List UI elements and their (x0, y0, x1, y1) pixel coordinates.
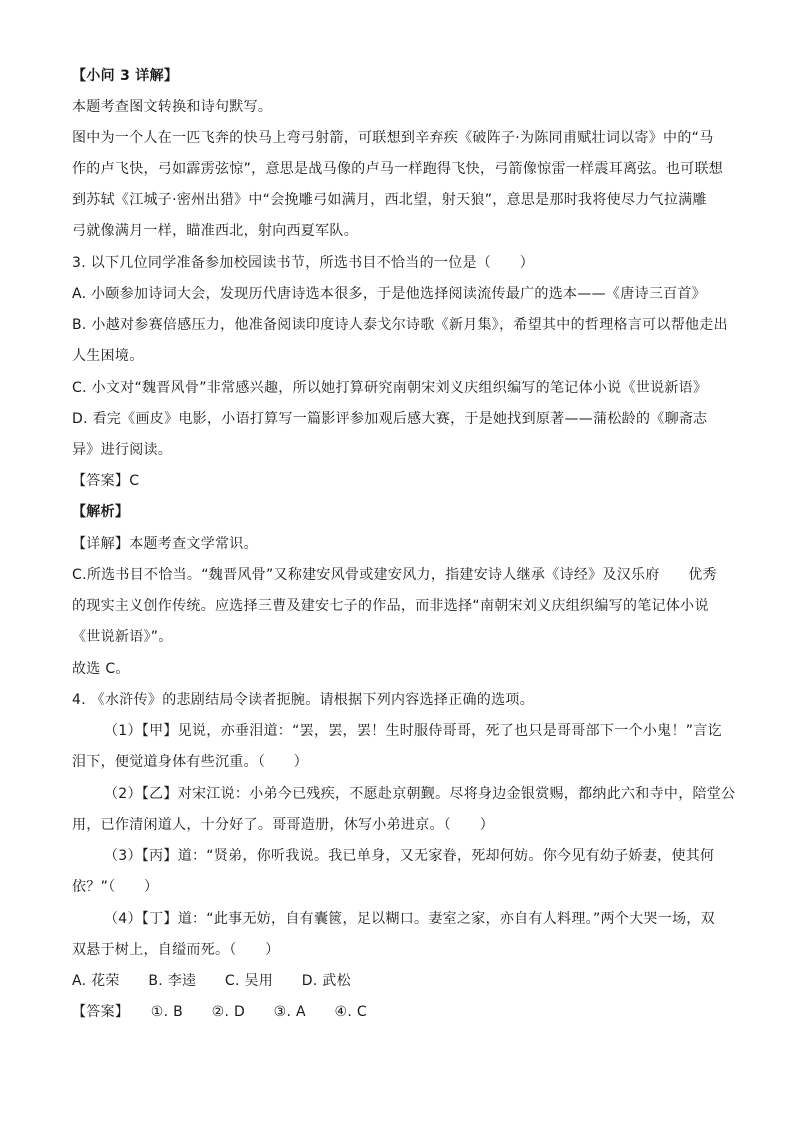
text-line: 用，已作清闲道人，十分好了。哥哥造册，休写小弟进京。（ ） (72, 817, 494, 833)
text-line: 作的卢飞快，弓如霹雳弦惊”，意思是战马像的卢马一样跑得飞快，弓箭像惊雷一样震耳离弦。也可联想 (72, 161, 724, 177)
analysis-heading: 【解析】 (72, 504, 130, 520)
question-4-stem: 4. 《水浒传》的悲剧结局令读者扼腕。请根据下列内容选择正确的选项。 (72, 692, 535, 708)
detail-line: 【详解】本题考查文学常识。 (72, 536, 258, 552)
option-a: A. 小颐参加诗词大会，发现历代唐诗选本很多，于是他选择阅读流传最广的选本——《唐诗三百首》 (72, 286, 707, 302)
text-line: 异》进行阅读。 (72, 442, 173, 458)
text-line: 《世说新语》”。 (72, 629, 173, 645)
item-4: （4）【丁】道：“此事无妨，自有囊篋，足以糊口。妻室之家，亦自有人料理。”两个大哭一场，双 (104, 911, 715, 927)
text-line: 弓就像满月一样，瞄准西北，射向西夏军队。 (72, 223, 358, 239)
answer-label: 【答案】C (72, 473, 140, 489)
text-line: 双悬于树上，自缢而死。（ ） (72, 942, 280, 958)
text-line: 故选 C。 (72, 661, 130, 677)
text-line: 依？”（ ） (72, 879, 159, 895)
answer-line: 【答案】 ①. B ②. D ③. A ④. C (72, 1004, 367, 1020)
text-line: 人生困境。 (72, 348, 144, 364)
subquestion-3-heading: 【小问 3 详解】 (72, 68, 179, 84)
option-b: B. 小越对参赛倍感压力，他准备阅读印度诗人泰戈尔诗歌《新月集》，希望其中的哲理格言可以帮他走出 (72, 317, 728, 333)
option-d: D. 看完《画皮》电影，小语打算写一篇影评参加观后感大赛，于是她找到原著——蒲松龄的《聊斋志 (72, 411, 708, 427)
item-1: （1）【甲】见说，亦垂泪道：“罢，罢，罢！生时服侍哥哥，死了也只是哥哥部下一个小鬼！”言讫 (104, 723, 722, 739)
text-line: 泪下，便觉道身体有些沉重。（ ） (72, 754, 309, 770)
item-2: （2）【乙】对宋江说：小弟今已残疾，不愿赴京朝觐。尽将身边金银赏赐，都纳此六和寺中，陪堂公 (104, 786, 736, 802)
question-3-stem: 3. 以下几位同学准备参加校园读书节，所选书目不恰当的一位是（ ） (72, 255, 535, 271)
text-line: 到苏轼《江城子·密州出猎》中“会挽雕弓如满月，西北望，射天狼”，意思是那时我将使尽力气拉满雕 (72, 192, 707, 208)
choices-line: A. 花荣 B. 李逵 C. 吴用 D. 武松 (72, 973, 351, 989)
text-line: 本题考查图文转换和诗句默写。 (72, 99, 273, 115)
option-c: C. 小文对“魏晋风骨”非常感兴趣，所以她打算研究南朝宋刘义庆组织编写的笔记体小说《世说新语》 (72, 380, 708, 396)
text-line: 的现实主义创作传统。应选择三曹及建安七子的作品，而非选择“南朝宋刘义庆组织编写的笔记体小说 (72, 598, 709, 614)
item-3: （3）【丙】道：“贤弟，你听我说。我已单身，又无家眷，死却何妨。你今见有幼子娇妻，使其何 (104, 848, 715, 864)
text-line: C.所选书目不恰当。“魏晋风骨”又称建安风骨或建安风力，指建安诗人继承《诗经》及汉乐府 优秀 (72, 567, 717, 583)
text-line: 图中为一个人在一匹飞奔的快马上弯弓射箭，可联想到辛弃疾《破阵子·为陈同甫赋壮词以寄》中的“马 (72, 130, 714, 146)
